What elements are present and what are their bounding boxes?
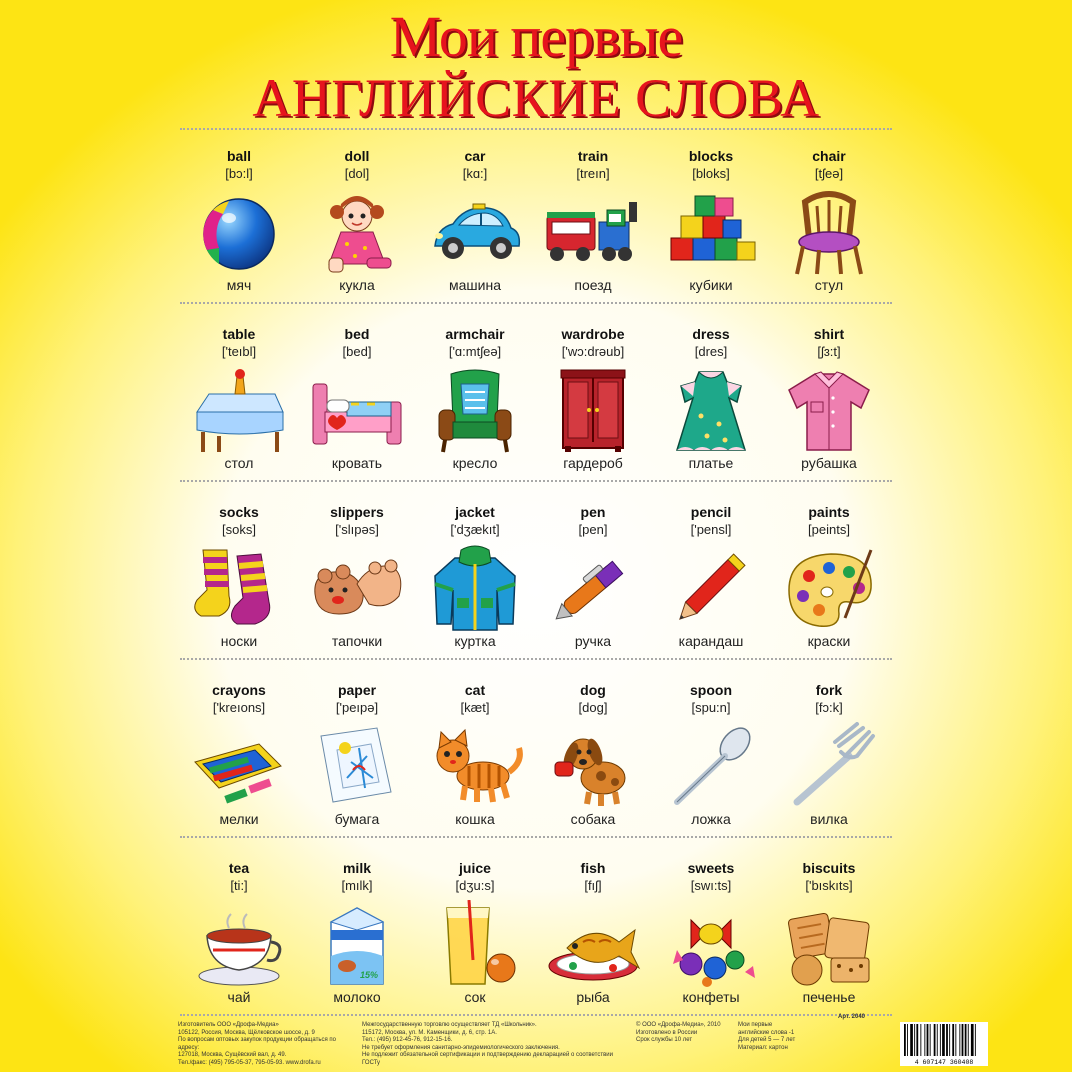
footer-wholesale: Межгосударственную торговлю осуществляет ТД «Школьник». 115172, Москва, ул. М. Каменщики, д. 6, стр. 1А. Тел.: (495) 912-45-76, 912-15-16. Не требует оформления санитарно-эпидемиологического заключения. Не подлежит обязательной сертификации и подтверждению декларацией о соответствии ГОСТу bbox=[362, 1022, 613, 1066]
english-word: dress bbox=[692, 326, 730, 342]
table-icon bbox=[189, 366, 289, 454]
english-word: spoon bbox=[690, 682, 732, 698]
sweets-icon bbox=[661, 900, 761, 988]
russian-word: машина bbox=[449, 277, 501, 293]
english-word: bed bbox=[344, 326, 370, 342]
transcription: [fɔ:k] bbox=[815, 700, 843, 715]
transcription: [pen] bbox=[578, 522, 608, 537]
word-card-crayons bbox=[180, 660, 298, 832]
english-word: crayons bbox=[212, 682, 266, 698]
russian-word: печенье bbox=[802, 989, 856, 1005]
pencil-icon bbox=[661, 544, 761, 632]
word-card-doll bbox=[298, 126, 416, 298]
barcode-number: 4 607147 360408 bbox=[914, 1059, 974, 1066]
russian-word: стул bbox=[814, 277, 844, 293]
transcription: ['peıpə] bbox=[335, 700, 379, 715]
word-card-wardrobe bbox=[534, 304, 652, 476]
russian-word: рубашка bbox=[801, 455, 857, 471]
word-card-chair bbox=[770, 126, 888, 298]
transcription: [ti:] bbox=[230, 878, 248, 893]
english-word: wardrobe bbox=[561, 326, 625, 342]
russian-word: стол bbox=[224, 455, 254, 471]
english-word: paper bbox=[337, 682, 377, 698]
russian-word: тапочки bbox=[331, 633, 383, 649]
russian-word: бумага bbox=[334, 811, 380, 827]
wardrobe-icon bbox=[543, 366, 643, 454]
russian-word: молоко bbox=[333, 989, 381, 1005]
word-card-armchair bbox=[416, 304, 534, 476]
english-word: jacket bbox=[455, 504, 495, 520]
russian-word: мелки bbox=[219, 811, 259, 827]
shirt-icon bbox=[779, 366, 879, 454]
russian-word: кровать bbox=[331, 455, 383, 471]
bed-icon bbox=[307, 366, 407, 454]
word-card-jacket bbox=[416, 482, 534, 654]
english-word: tea bbox=[228, 860, 250, 876]
milk-carton-label: 15% bbox=[359, 970, 379, 980]
word-card-train bbox=[534, 126, 652, 298]
word-card-slippers bbox=[298, 482, 416, 654]
transcription: [mılk] bbox=[341, 878, 373, 893]
paper-icon bbox=[307, 722, 407, 810]
word-card-dog bbox=[534, 660, 652, 832]
footer-article: Арт. 2040 bbox=[838, 1014, 866, 1020]
row-divider bbox=[180, 1014, 892, 1016]
transcription: ['bıskıts] bbox=[805, 878, 853, 893]
english-word: pencil bbox=[690, 504, 732, 520]
transcription: [kɑ:] bbox=[462, 166, 488, 181]
transcription: ['kreıons] bbox=[212, 700, 266, 715]
transcription: [peints] bbox=[808, 522, 850, 537]
english-word: armchair bbox=[445, 326, 505, 342]
transcription: [tʃeə] bbox=[814, 166, 844, 181]
transcription: [dog] bbox=[578, 700, 608, 715]
word-card-paper bbox=[298, 660, 416, 832]
ball-icon bbox=[189, 188, 289, 276]
russian-word: кресло bbox=[452, 455, 498, 471]
transcription: [spu:n] bbox=[691, 700, 731, 715]
word-card-fork bbox=[770, 660, 888, 832]
socks-icon bbox=[189, 544, 289, 632]
transcription: ['dʒækıt] bbox=[450, 522, 500, 537]
word-card-fish bbox=[534, 838, 652, 1010]
word-card-spoon bbox=[652, 660, 770, 832]
word-card-table bbox=[180, 304, 298, 476]
word-card-biscuits bbox=[770, 838, 888, 1010]
english-word: fish bbox=[580, 860, 606, 876]
word-card-tea bbox=[180, 838, 298, 1010]
train-icon bbox=[543, 188, 643, 276]
word-card-bed bbox=[298, 304, 416, 476]
word-row bbox=[180, 660, 892, 832]
russian-word: рыба bbox=[576, 989, 610, 1005]
english-word: train bbox=[577, 148, 609, 164]
word-card-pen bbox=[534, 482, 652, 654]
russian-word: платье bbox=[688, 455, 734, 471]
english-word: sweets bbox=[687, 860, 735, 876]
chair-icon bbox=[779, 188, 879, 276]
transcription: [fıʃ] bbox=[584, 878, 602, 893]
juice-icon bbox=[425, 900, 525, 988]
poster-title-line1: Мои первые bbox=[389, 4, 683, 69]
crayons-icon bbox=[189, 722, 289, 810]
cat-icon bbox=[425, 722, 525, 810]
word-card-paints bbox=[770, 482, 888, 654]
russian-word: карандаш bbox=[678, 633, 744, 649]
russian-word: конфеты bbox=[682, 989, 740, 1005]
russian-word: сок bbox=[464, 989, 486, 1005]
word-card-dress bbox=[652, 304, 770, 476]
english-word: socks bbox=[219, 504, 259, 520]
english-word: cat bbox=[464, 682, 486, 698]
english-word: fork bbox=[815, 682, 843, 698]
word-card-cat bbox=[416, 660, 534, 832]
english-word: blocks bbox=[688, 148, 734, 164]
russian-word: чай bbox=[227, 989, 251, 1005]
transcription: [swı:ts] bbox=[690, 878, 732, 893]
english-word: milk bbox=[342, 860, 371, 876]
footer-product: Мои первые английские слова -1 Для детей 5 — 7 лет Материал: картон bbox=[738, 1022, 796, 1051]
english-word: juice bbox=[459, 860, 491, 876]
russian-word: краски bbox=[807, 633, 851, 649]
fork-icon bbox=[779, 722, 879, 810]
word-card-pencil bbox=[652, 482, 770, 654]
blocks-icon bbox=[661, 188, 761, 276]
russian-word: куртка bbox=[454, 633, 496, 649]
poster-title-line2: АНГЛИЙСКИЕ СЛОВА bbox=[252, 68, 820, 128]
slippers-icon bbox=[307, 544, 407, 632]
english-word: doll bbox=[344, 148, 370, 164]
word-card-socks bbox=[180, 482, 298, 654]
transcription: [bɔ:l] bbox=[225, 166, 253, 181]
transcription: [ʃɜ:t] bbox=[817, 344, 841, 359]
transcription: [dres] bbox=[694, 344, 728, 359]
dog-icon bbox=[543, 722, 643, 810]
transcription: ['ɑ:mtʃeə] bbox=[448, 344, 502, 359]
word-row bbox=[180, 838, 892, 1010]
transcription: ['pensl] bbox=[690, 522, 732, 537]
fish-icon bbox=[543, 900, 643, 988]
doll-icon bbox=[307, 188, 407, 276]
word-card-juice bbox=[416, 838, 534, 1010]
transcription: [bed] bbox=[342, 344, 372, 359]
russian-word: поезд bbox=[574, 277, 612, 293]
russian-word: носки bbox=[220, 633, 258, 649]
english-word: pen bbox=[580, 504, 606, 520]
transcription: ['wɔ:drəub] bbox=[561, 344, 625, 359]
transcription: [soks] bbox=[222, 522, 256, 537]
english-word: table bbox=[222, 326, 256, 342]
biscuits-icon bbox=[779, 900, 879, 988]
transcription: [dol] bbox=[344, 166, 370, 181]
transcription: ['slıpəs] bbox=[335, 522, 379, 537]
russian-word: кубики bbox=[689, 277, 733, 293]
paints-icon bbox=[779, 544, 879, 632]
pen-icon bbox=[543, 544, 643, 632]
word-card-blocks bbox=[652, 126, 770, 298]
word-grid bbox=[180, 126, 892, 1020]
english-word: ball bbox=[226, 148, 252, 164]
english-word: slippers bbox=[330, 504, 384, 520]
armchair-icon bbox=[425, 366, 525, 454]
word-card-milk bbox=[298, 838, 416, 1010]
english-word: dog bbox=[580, 682, 606, 698]
word-card-shirt bbox=[770, 304, 888, 476]
russian-word: ложка bbox=[691, 811, 731, 827]
word-card-sweets bbox=[652, 838, 770, 1010]
russian-word: вилка bbox=[810, 811, 848, 827]
footer-manufacturer: Изготовитель ООО «Дрофа-Медиа» 105122, Россия, Москва, Щёлковское шоссе, д. 9 По вопросам оптовых закупок продукции обращаться по адресу: 127018, Москва, Сущёвский вал, д. 49. Тел./факс: (495) 795-05-37, 795-05-93. www.drofa.ru bbox=[178, 1022, 336, 1066]
russian-word: ручка bbox=[574, 633, 612, 649]
car-icon bbox=[425, 188, 525, 276]
dress-icon bbox=[661, 366, 761, 454]
transcription: [kæt] bbox=[460, 700, 490, 715]
russian-word: мяч bbox=[226, 277, 252, 293]
russian-word: кукла bbox=[339, 277, 375, 293]
english-word: chair bbox=[812, 148, 846, 164]
word-row bbox=[180, 482, 892, 654]
transcription: [treın] bbox=[576, 166, 610, 181]
english-word: shirt bbox=[813, 326, 845, 342]
word-row bbox=[180, 126, 892, 298]
word-row bbox=[180, 304, 892, 476]
jacket-icon bbox=[425, 544, 525, 632]
spoon-icon bbox=[661, 722, 761, 810]
transcription: [bloks] bbox=[692, 166, 730, 181]
russian-word: кошка bbox=[455, 811, 495, 827]
milk-icon bbox=[307, 900, 407, 988]
english-word: car bbox=[464, 148, 486, 164]
barcode bbox=[900, 1022, 988, 1066]
russian-word: гардероб bbox=[563, 455, 623, 471]
english-word: biscuits bbox=[802, 860, 856, 876]
tea-icon bbox=[189, 900, 289, 988]
russian-word: собака bbox=[570, 811, 616, 827]
transcription: ['teıbl] bbox=[221, 344, 257, 359]
word-card-ball bbox=[180, 126, 298, 298]
transcription: [dʒu:s] bbox=[455, 878, 495, 893]
english-word: paints bbox=[808, 504, 850, 520]
word-card-car bbox=[416, 126, 534, 298]
footer-copyright: © ООО «Дрофа-Медиа», 2010 Изготовлено в России Срок службы 10 лет bbox=[636, 1022, 721, 1043]
barcode-bars bbox=[900, 1022, 988, 1066]
